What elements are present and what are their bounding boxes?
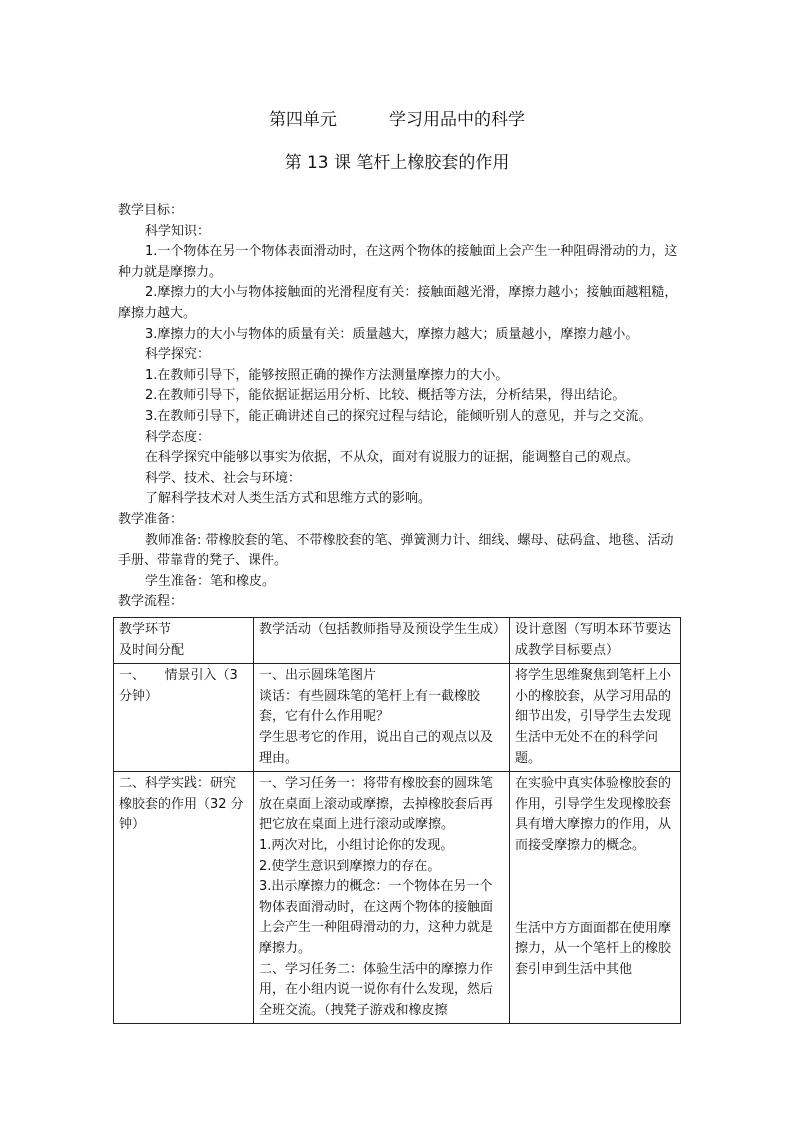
attitude-text: 在科学探究中能够以事实为依据，不从众，面对有说服力的证据，能调整自己的观点。 [145,450,640,466]
intent-cell: 将学生思维聚焦到笔杆上小小的橡胶套，从学习用品的细节出发，引导学生去发现生活中无处不在的科学问题。 [510,664,681,772]
header-stage: 教学环节 及时间分配 [114,618,254,664]
knowledge-item-2: 2.摩擦力的大小与物体接触面的光滑程度有关：接触面越光滑，摩擦力越小；接触面越粗糙，摩擦力越大。 [118,285,678,321]
unit-number: 第四单元 [269,110,337,130]
sts-text: 了解科学技术对人类生活方式和思维方式的影响。 [145,491,432,507]
preparation-heading: 教学准备： [118,511,184,527]
knowledge-item-1: 1.一个物体在另一个物体表面滑动时，在这两个物体的接触面上会产生一种阻碍滑动的力，这种力就是摩擦力。 [118,244,678,280]
attitude-heading: 科学态度： [145,429,211,445]
stage-cell: 一、 情景引入（3 分钟） [114,664,254,772]
inquiry-item-3: 3.在教师引导下，能正确讲述自己的探究过程与结论，能倾听别人的意见，并与之交流。 [145,408,652,424]
teaching-flow-table [113,617,681,1024]
student-preparation: 学生准备：笔和橡皮。 [145,573,276,589]
knowledge-item-3: 3.摩擦力的大小与物体的质量有关：质量越大，摩擦力越大；质量越小，摩擦力越小。 [145,326,639,342]
header-intent: 设计意图（写明本环节要达成教学目标要点） [510,618,681,664]
objectives-heading: 教学目标： [118,203,184,218]
unit-title [0,105,794,130]
table-row [114,664,681,772]
activities-cell: 一、出示圆珠笔图片 谈话：有些圆珠笔的笔杆上有一截橡胶套，它有什么作用呢？ 学生思考它的作用，说出自己的观点以及理由。 [254,664,510,772]
header-activities: 教学活动（包括教师指导及预设学生生成） [254,618,510,664]
inquiry-item-2: 2.在教师引导下，能依据证据运用分析、比较、概括等方法，分析结果，得出结论。 [145,388,626,404]
activities-cell: 一、学习任务一：将带有橡胶套的圆珠笔放在桌面上滚动或摩擦，去掉橡胶套后再把它放在桌面上进行滚动或摩擦。 1.两次对比，小组讨论你的发现。 2.使学生意识到摩擦力的存在。 3.出示摩擦力的概念：一个物体在另一个物体表面滑动时，在这两个物体的接触面上会产生一种阻碍滑动的力，这种力就是摩擦力。 二、学习任务二：体验生活中的摩擦力作用，在小组内说一说你有什么发现，然后全班交流。（拽凳子游戏和橡皮擦 [254,772,510,1024]
unit-name: 学习用品中的科学 [389,110,525,130]
table-header-row [114,618,681,664]
inquiry-item-1: 1.在教师引导下，能够按照正确的操作方法测量摩擦力的大小。 [145,367,509,383]
document-body [118,201,686,613]
stage-cell: 二、科学实践：研究橡胶套的作用（32 分钟） [114,772,254,1024]
teacher-preparation: 教师准备: 带橡胶套的笔、不带橡胶套的笔、弹簧测力计、细线、螺母、砝码盒、地毯、活动手册、带靠背的凳子、课件。 [118,532,674,569]
inquiry-heading: 科学探究： [145,347,211,363]
flow-heading: 教学流程： [118,594,184,610]
sts-heading: 科学、技术、社会与环境： [145,470,302,486]
knowledge-heading: 科学知识： [145,223,211,239]
table-row [114,772,681,1024]
lesson-title: 第 13 课 笔杆上橡胶套的作用 [284,153,510,173]
intent-cell: 在实验中真实体验橡胶套的作用，引导学生发现橡胶套具有增大摩擦力的作用，从而接受摩擦力的概念。 生活中方方面面都在使用摩擦力，从一个笔杆上的橡胶套引申到生活中其他 [510,772,681,1024]
